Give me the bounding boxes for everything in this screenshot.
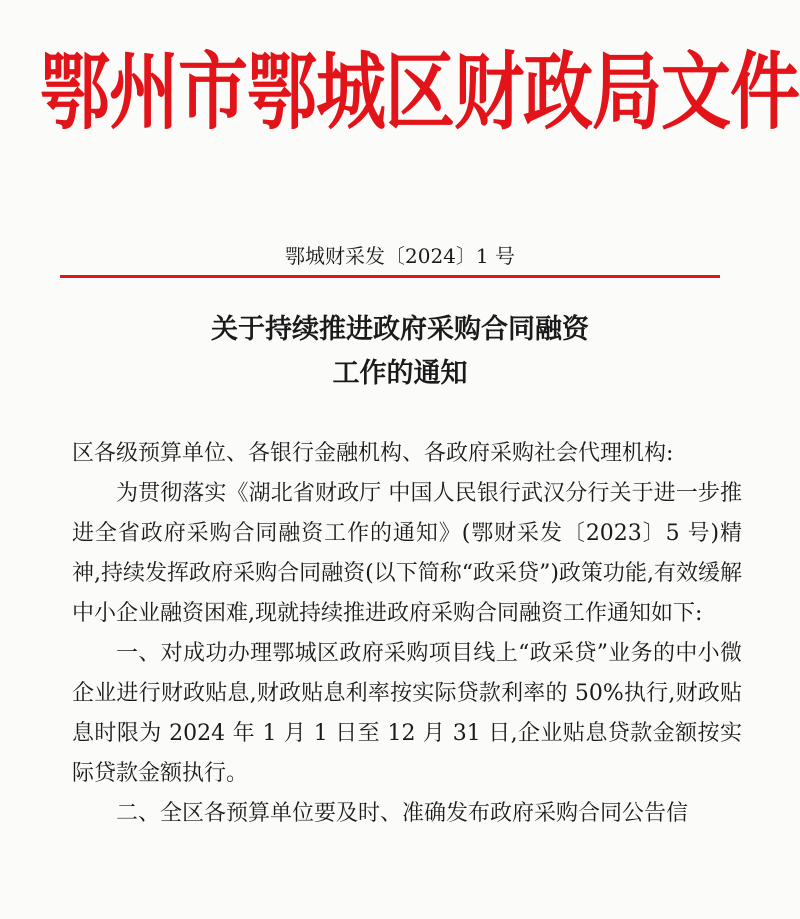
paragraph-intro: 为贯彻落实《湖北省财政厅 中国人民银行武汉分行关于进一步推进全省政府采购合同融资工作的通知》(鄂财采发〔2023〕5 号)精神,持续发挥政府采购合同融资(以下简称“政采贷”)政策功能,有效缓解中小企业融资困难,现就持续推进政府采购合同融资工作通知如下: — [72, 481, 742, 626]
salutation: 区各级预算单位、各银行金融机构、各政府采购社会代理机构: — [72, 441, 674, 466]
notice-title — [0, 308, 800, 396]
red-divider-line — [60, 275, 720, 278]
document-number: 鄂城财采发〔2024〕1 号 — [285, 244, 515, 268]
title-line-1: 关于持续推进政府采购合同融资 — [211, 314, 589, 345]
masthead-title: 鄂州市鄂城区财政局文件 — [40, 41, 799, 142]
notice-body — [72, 434, 742, 834]
paragraph-item-1: 一、对成功办理鄂城区政府采购项目线上“政采贷”业务的中小微企业进行财政贴息,财政贴息利率按实际贷款利率的 50%执行,财政贴息时限为 2024 年 1 月 1 日至 12 月 31 日,企业贴息贷款金额按实际贷款金额执行。 — [72, 641, 742, 786]
paragraph-item-2: 二、全区各预算单位要及时、准确发布政府采购合同公告信 — [116, 801, 689, 826]
title-line-2: 工作的通知 — [332, 358, 468, 389]
